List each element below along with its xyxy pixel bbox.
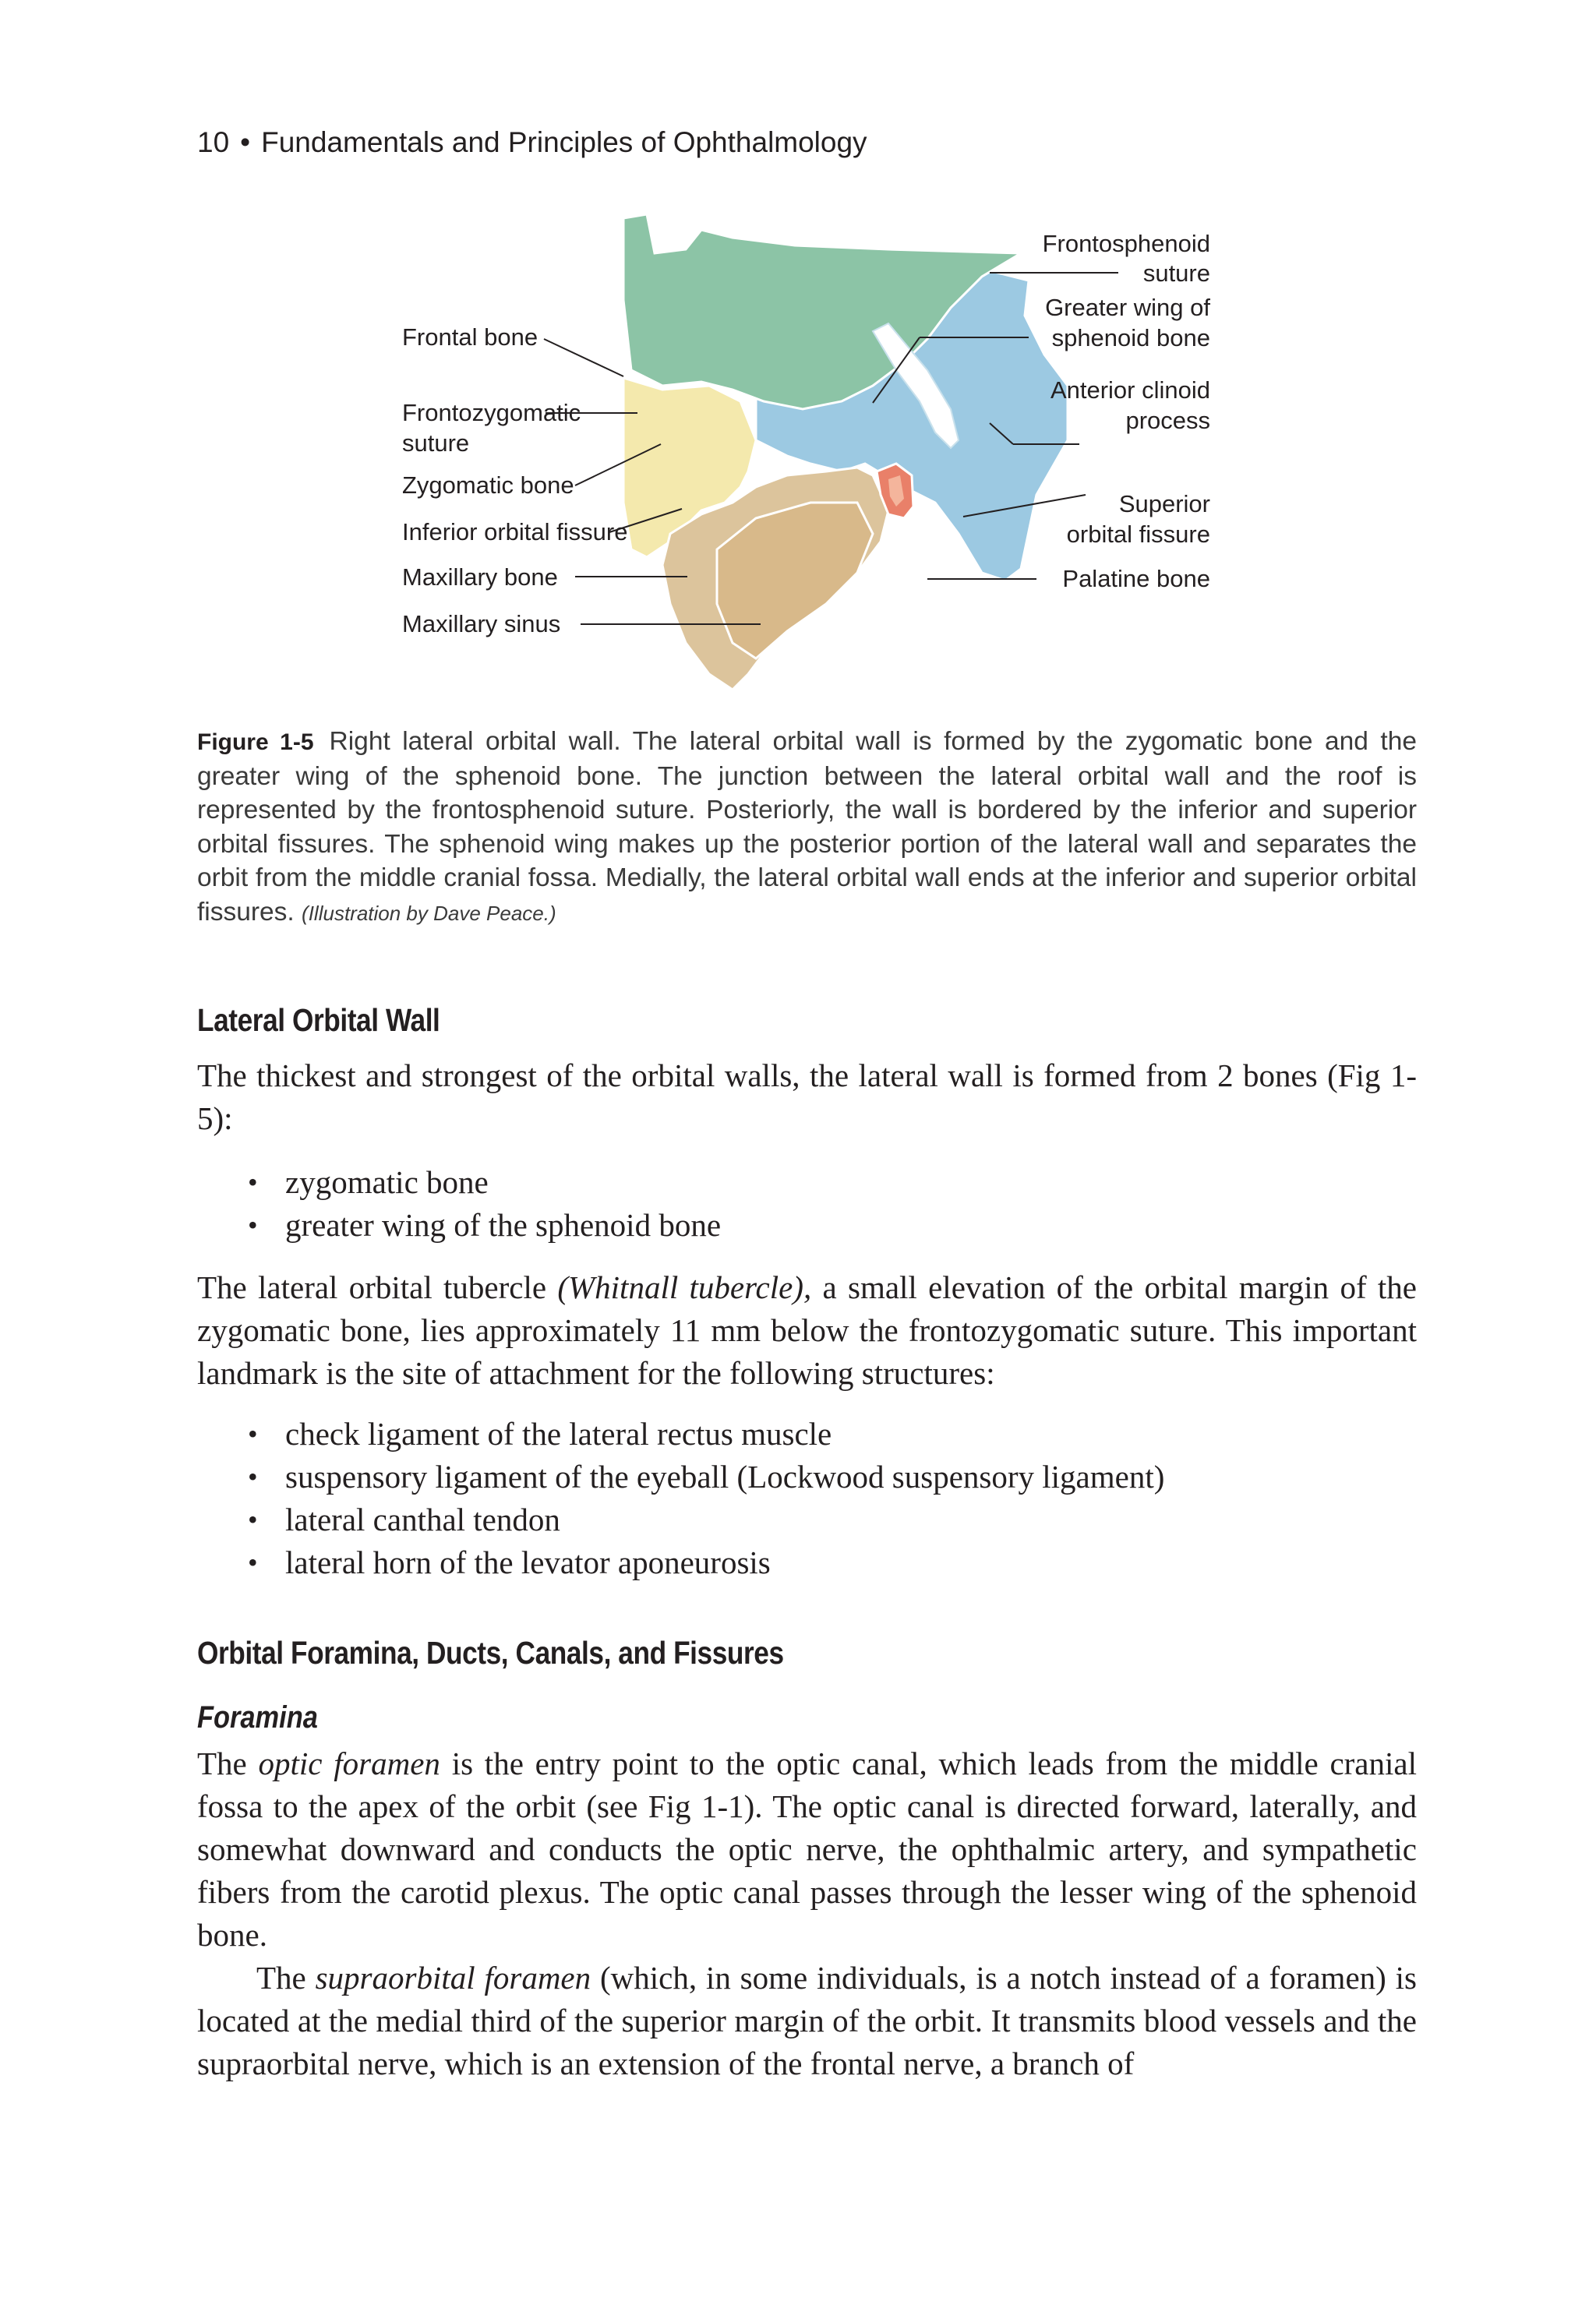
supra-italic: supraorbital foramen xyxy=(315,1960,591,1996)
tubercle-text-b: a small elevation of the orbital margin of the zygomatic bone, lies approximately 11 mm below the frontozygomatic suture. This important landmark is the site of attachment for the following structures: xyxy=(197,1269,1417,1391)
leader-frontal xyxy=(544,339,623,376)
heading-lateral-orbital-wall: Lateral Orbital Wall xyxy=(197,1002,440,1038)
label-inferior-orbital-fissure: Inferior orbital fissure xyxy=(402,518,628,545)
separator-dot: • xyxy=(240,126,251,158)
list-item: • lateral canthal tendon xyxy=(248,1498,1164,1541)
tubercle-italic: (Whitnall tubercle), xyxy=(557,1269,812,1305)
figure-orbital-wall xyxy=(390,206,1239,705)
paragraph-lateral-intro: The thickest and strongest of the orbital walls, the lateral wall is formed from 2 bones (Fig 1-5): xyxy=(197,1057,1417,1136)
running-head-title: Fundamentals and Principles of Ophthalmology xyxy=(261,126,867,158)
subheading-foramina: Foramina xyxy=(197,1700,318,1735)
label-maxillary-sinus: Maxillary sinus xyxy=(402,610,561,637)
list-item: • lateral horn of the levator aponeurosis xyxy=(248,1541,1164,1584)
list-item: • suspensory ligament of the eyeball (Lockwood suspensory ligament) xyxy=(248,1456,1164,1498)
label-anterior-clinoid-2: process xyxy=(1125,407,1210,434)
label-palatine-bone: Palatine bone xyxy=(1062,565,1210,592)
label-maxillary-bone: Maxillary bone xyxy=(402,563,558,591)
running-head xyxy=(197,126,867,159)
caption-credit: (Illustration by Dave Peace.) xyxy=(302,901,556,925)
label-superior-fissure-1: Superior xyxy=(1118,490,1210,517)
optic-text-b: is the entry point to the optic canal, which leads from the middle cranial fossa to the apex of the orbit (see Fig 1-1). The optic canal is directed forward, laterally, and somewhat downward and conducts the optic nerve, the ophthalmic artery, and sympathetic fibers from the carotid plexus. The optic canal passes through the lesser wing of the sphenoid bone. xyxy=(197,1746,1417,1953)
supra-text-a: The xyxy=(256,1960,316,1996)
caption-text: Right lateral orbital wall. The lateral orbital wall is formed by the zygomatic bone and the greater wing of the sphenoid bone. The junction between the lateral orbital wall and the roof is represented by the frontosphenoid suture. Posteriorly, the wall is bordered by the inferior and superior orbital fissures. The sphenoid wing makes up the posterior portion of the lateral wall and separates the orbit from the middle cranial fossa. Medially, the lateral orbital wall ends at the inferior and superior orbital fissures. xyxy=(197,727,1417,927)
label-greater-wing-2: sphenoid bone xyxy=(1051,324,1210,351)
list-item: • zygomatic bone xyxy=(248,1161,721,1204)
label-frontosphenoid-1: Frontosphenoid xyxy=(1042,230,1210,257)
tubercle-text-a: The lateral orbital tubercle xyxy=(197,1269,558,1305)
figure-caption xyxy=(197,725,1417,930)
label-frontozygomatic-1: Frontozygomatic xyxy=(402,399,581,426)
list-lateral-bones xyxy=(248,1161,721,1247)
label-frontozygomatic-2: suture xyxy=(402,429,470,457)
supra-text-b: (which, in some individuals, is a notch instead of a foramen) is located at the medial third of the superior margin of the orbit. It transmits blood vessels and the supraorbital nerve, which is an extension of the frontal nerve, a branch of xyxy=(197,1960,1417,2081)
list-attachment-structures xyxy=(248,1413,1164,1584)
label-anterior-clinoid-1: Anterior clinoid xyxy=(1050,376,1210,404)
label-zygomatic-bone: Zygomatic bone xyxy=(402,471,574,499)
optic-italic: optic foramen xyxy=(258,1746,440,1781)
optic-text-a: The xyxy=(197,1746,259,1781)
label-frontal-bone: Frontal bone xyxy=(402,323,538,351)
list-item: • greater wing of the sphenoid bone xyxy=(248,1204,721,1247)
label-greater-wing-1: Greater wing of xyxy=(1045,294,1210,321)
label-superior-fissure-2: orbital fissure xyxy=(1066,521,1210,548)
heading-orbital-foramina: Orbital Foramina, Ducts, Canals, and Fissures xyxy=(197,1635,784,1671)
page-number: 10 xyxy=(197,126,230,158)
paragraph-optic-foramen xyxy=(197,1742,1417,1957)
list-item: • check ligament of the lateral rectus muscle xyxy=(248,1413,1164,1456)
paragraph-supraorbital-foramen xyxy=(197,1957,1417,2085)
label-frontosphenoid-2: suture xyxy=(1142,259,1210,287)
paragraph-tubercle xyxy=(197,1266,1417,1395)
caption-figure-label: Figure 1-5 xyxy=(197,729,314,755)
